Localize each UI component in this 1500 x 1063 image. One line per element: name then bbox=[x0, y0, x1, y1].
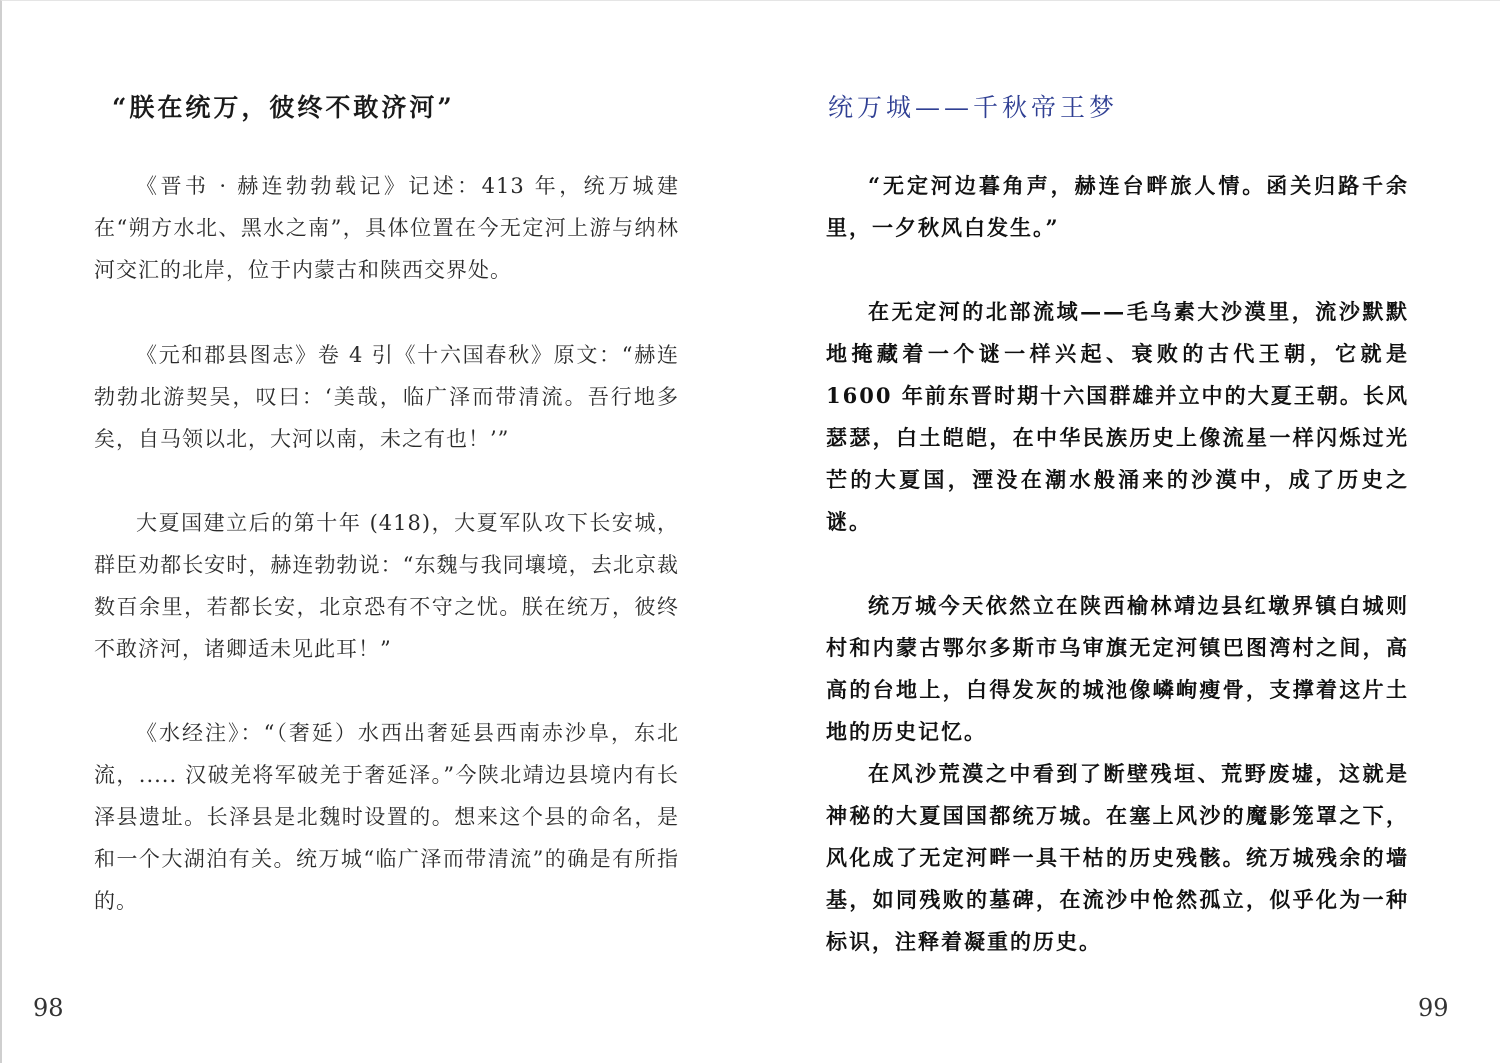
right-paragraph-poem: “无定河边暮角声，赫连台畔旅人情。函关归路千余里，一夕秋风白发生。” bbox=[826, 173, 1409, 240]
left-paragraph-1: 《晋书 · 赫连勃勃载记》记述：413 年，统万城建在“朔方水北、黑水之南”，具体位置在今无定河上游与纳林河交汇的北岸，位于内蒙古和陕西交界处。 bbox=[94, 174, 679, 282]
left-paragraph-3: 大夏国建立后的第十年 (418)，大夏军队攻下长安城，群臣劝都长安时，赫连勃勃说：“东魏与我同壤境，去北京裁数百余里，若都长安，北京恐有不守之忧。朕在统万，彼终不敢济河，诸卿适未见此耳！” bbox=[94, 511, 679, 661]
left-paragraph-4: 《水经注》：“（奢延）水西出奢延县西南赤沙阜，东北流，..... 汉破羌将军破羌于奢延泽。”今陕北靖边县境内有长泽县遗址。长泽县是北魏时设置的。想来这个县的命名，是和一个大湖泊有关。统万城“临广泽而带清流”的确是有所指的。 bbox=[94, 721, 679, 913]
right-page-title: 统万城——千秋帝王梦 bbox=[828, 93, 1119, 122]
right-paragraph-4: 在风沙荒漠之中看到了断壁残垣、荒野废墟，这就是神秘的大夏国国都统万城。在塞上风沙的魔影笼罩之下，风化成了无定河畔一具干枯的历史残骸。统万城残余的墙基，如同残败的墓碑，在流沙中怆然孤立，似乎化为一种标识，注释着凝重的历史。 bbox=[826, 761, 1409, 954]
right-paragraph-3: 统万城今天依然立在陕西榆林靖边县红墩界镇白城则村和内蒙古鄂尔多斯市乌审旗无定河镇巴图湾村之间，高高的台地上，白得发灰的城池像嶙峋瘦骨，支撑着这片土地的历史记忆。 bbox=[826, 593, 1409, 744]
page-number-right: 99 bbox=[1418, 994, 1449, 1022]
left-paragraph-2: 《元和郡县图志》卷 4 引《十六国春秋》原文：“赫连勃勃北游契吴，叹曰：‘美哉，临广泽而带清流。吾行地多矣，自马领以北，大河以南，未之有也！’” bbox=[94, 343, 679, 451]
left-page-title: “朕在统万，彼终不敢济河” bbox=[112, 93, 455, 122]
page-number-left: 98 bbox=[33, 994, 64, 1022]
right-page bbox=[750, 0, 1500, 1063]
right-paragraph-2: 在无定河的北部流域——毛乌素大沙漠里，流沙默默地掩藏着一个谜一样兴起、衰败的古代王朝，它就是 1600 年前东晋时期十六国群雄并立中的大夏王朝。长风瑟瑟，白土皑皑，在中华民族历史上像流星一样闪烁过光芒的大夏国，湮没在潮水般涌来的沙漠中，成了历史之谜。 bbox=[826, 299, 1409, 534]
